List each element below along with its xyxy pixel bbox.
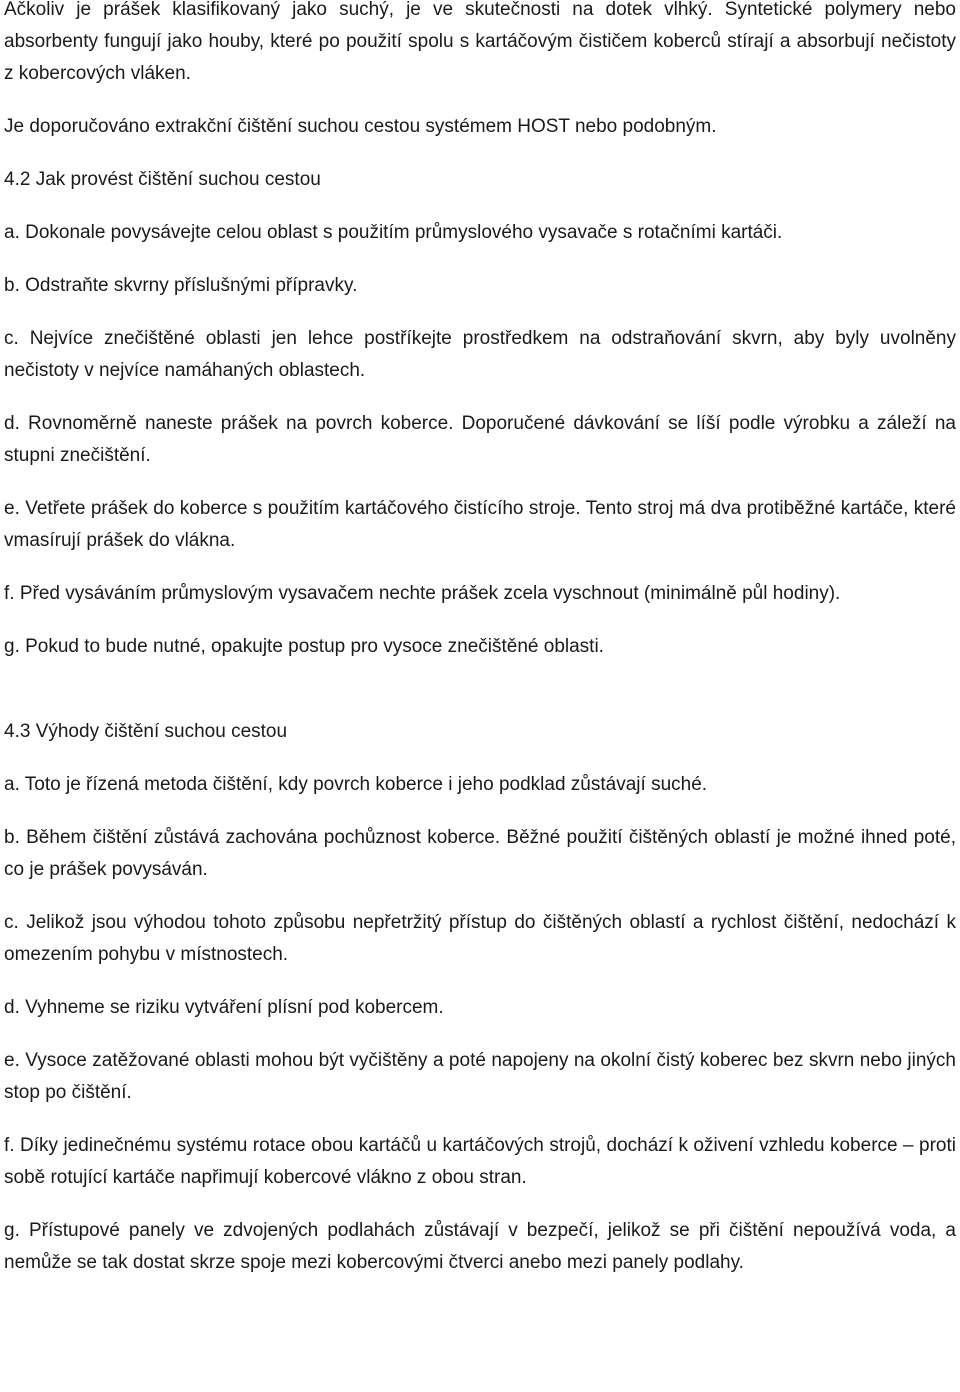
advantage-a: a. Toto je řízená metoda čištění, kdy povrch koberce i jeho podklad zůstávají suché. xyxy=(4,774,708,795)
step-b: b. Odstraňte skvrny příslušnými přípravky. xyxy=(4,275,358,296)
advantage-c: c. Jelikož jsou výhodou tohoto způsobu nepřetržitý přístup do čištěných oblastí a rychlost čištění, nedochází k omezením pohybu v místnostech. xyxy=(4,912,956,965)
advantage-b: b. Během čištění zůstává zachována pochůznost koberce. Běžné použití čištěných oblastí je možné ihned poté, co je prášek povysáván. xyxy=(4,827,956,880)
paragraph-intro: Ačkoliv je prášek klasifikovaný jako suchý, je ve skutečnosti na dotek vlhký. Syntetické polymery nebo absorbenty fungují jako houby, které po použití spolu s kartáčovým čističem koberců stírají a absorbují nečistoty z kobercových vláken. xyxy=(4,0,956,84)
advantage-e: e. Vysoce zatěžované oblasti mohou být vyčištěny a poté napojeny na okolní čistý koberec bez skvrn nebo jiných stop po čištění. xyxy=(4,1050,956,1103)
step-c: c. Nejvíce znečištěné oblasti jen lehce postříkejte prostředkem na odstraňování skvrn, aby byly uvolněny nečistoty v nejvíce namáhaných oblastech. xyxy=(4,328,956,381)
advantage-f: f. Díky jedinečnému systému rotace obou kartáčů u kartáčových strojů, dochází k oživení vzhledu koberce – proti sobě rotující kartáče napřimují kobercové vlákno z obou stran. xyxy=(4,1135,956,1188)
section-heading-4-3: 4.3 Výhody čištění suchou cestou xyxy=(4,721,288,742)
step-e: e. Vetřete prášek do koberce s použitím kartáčového čistícího stroje. Tento stroj má dva protiběžné kartáče, které vmasírují prášek do vlákna. xyxy=(4,498,956,551)
step-f: f. Před vysáváním průmyslovým vysavačem nechte prášek zcela vyschnout (minimálně půl hodiny). xyxy=(4,583,841,604)
step-d: d. Rovnoměrně naneste prášek na povrch koberce. Doporučené dávkování se líší podle výrobku a záleží na stupni znečištění. xyxy=(4,413,956,466)
advantage-d: d. Vyhneme se riziku vytváření plísní pod kobercem. xyxy=(4,997,444,1018)
step-g: g. Pokud to bude nutné, opakujte postup pro vysoce znečištěné oblasti. xyxy=(4,636,604,657)
advantage-g: g. Přístupové panely ve zdvojených podlahách zůstávají v bezpečí, jelikož se při čištění nepoužívá voda, a nemůže se tak dostat skrze spoje mezi kobercovými čtverci anebo mezi panely podlahy. xyxy=(4,1220,956,1273)
section-heading-4-2: 4.2 Jak provést čištění suchou cestou xyxy=(4,169,321,190)
paragraph-recommendation: Je doporučováno extrakční čištění suchou cestou systémem HOST nebo podobným. xyxy=(4,116,717,137)
step-a: a. Dokonale povysávejte celou oblast s použitím průmyslového vysavače s rotačními kartáči. xyxy=(4,222,783,243)
